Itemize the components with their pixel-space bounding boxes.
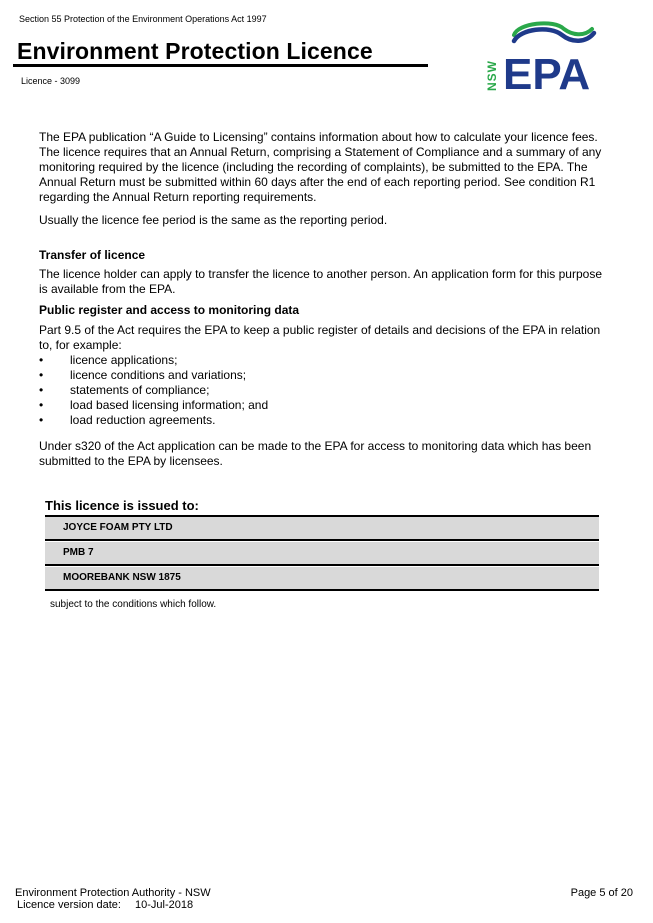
footer-version-row [15, 899, 211, 911]
bullet-icon: • [39, 383, 44, 397]
footer-page-number: Page 5 of 20 [570, 887, 633, 899]
footer-version-label: Licence version date: [17, 899, 121, 911]
holder-address-line-1: PMB 7 [45, 541, 599, 566]
holder-name: JOYCE FOAM PTY LTD [45, 517, 599, 541]
nsw-epa-logo [484, 13, 614, 93]
list-item: • licence conditions and variations; [39, 368, 247, 382]
register-text: Part 9.5 of the Act requires the EPA to keep a public register of details and decisions of the EPA in relation to, for example: [39, 323, 601, 352]
intro-section [39, 130, 613, 205]
fee-period-section [39, 213, 613, 228]
list-item: • load reduction agreements. [39, 413, 216, 427]
page-title: Environment Protection Licence [17, 38, 373, 64]
register-closing: Under s320 of the Act application can be made to the EPA for access to monitoring data which has been submitted to the EPA by licensees. [39, 439, 592, 468]
register-heading: Public register and access to monitoring data [39, 303, 300, 317]
subject-to-conditions: subject to the conditions which follow. [50, 599, 217, 610]
register-list [39, 353, 613, 428]
list-item: • statements of compliance; [39, 383, 210, 397]
intro-paragraph: The EPA publication “A Guide to Licensing” contains information about how to calculate your licence fees. The licence requires that an Annual Return, comprising a Statement of Compliance and a summary of any monitoring required by the licence (including the recording of complaints), be submitted to the EPA. The Annual Return must be submitted within 60 days after the end of each reporting period. See condition R1 regarding the Annual Return reporting requirements. [39, 130, 602, 204]
issued-to-table [45, 515, 599, 591]
fee-period-paragraph: Usually the licence fee period is the same as the reporting period. [39, 213, 388, 227]
logo-name: EPA [503, 50, 591, 93]
bullet-icon: • [39, 413, 44, 427]
holder-address-line-2: MOOREBANK NSW 1875 [45, 566, 599, 591]
issued-to-title: This licence is issued to: [45, 498, 199, 513]
transfer-heading: Transfer of licence [39, 248, 146, 262]
footer-version-date: 10-Jul-2018 [135, 899, 194, 911]
footer-authority: Environment Protection Authority - NSW [15, 887, 211, 899]
logo-state: NSW [485, 60, 499, 91]
footer-left [15, 887, 211, 911]
transfer-text: The licence holder can apply to transfer the licence to another person. An application form for this purpose is available from the EPA. [39, 267, 602, 296]
act-reference: Section 55 Protection of the Environment Operations Act 1997 [19, 14, 267, 24]
register-section [39, 323, 613, 428]
list-item: • licence applications; [39, 353, 178, 367]
title-underline [13, 64, 428, 67]
licence-number: Licence - 3099 [21, 76, 81, 86]
bullet-icon: • [39, 353, 44, 367]
bullet-icon: • [39, 368, 44, 382]
bullet-icon: • [39, 398, 44, 412]
list-item: • load based licensing information; and [39, 398, 269, 412]
